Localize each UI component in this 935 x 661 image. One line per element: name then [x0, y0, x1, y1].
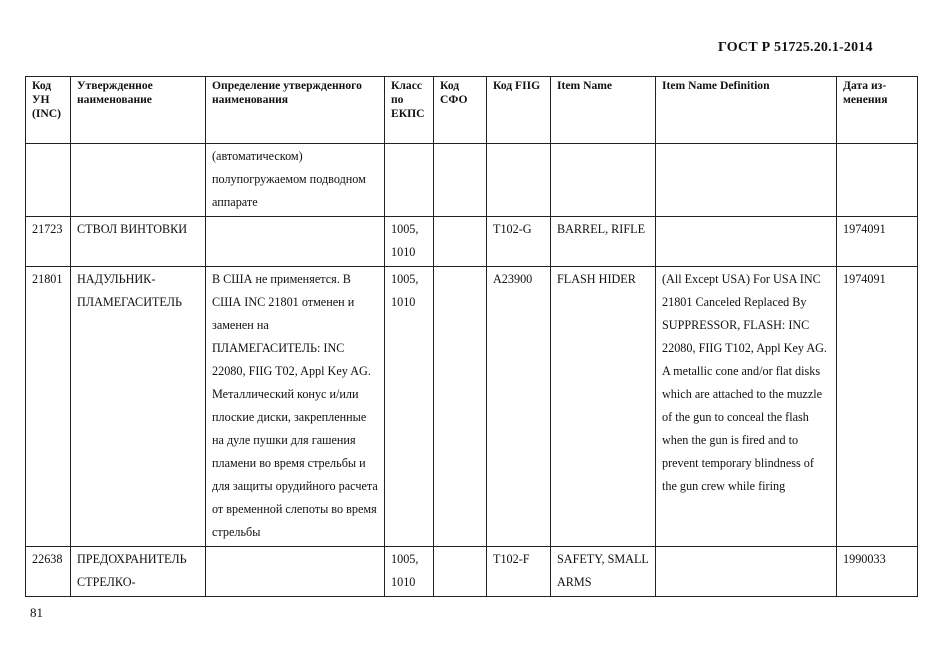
document-header: ГОСТ Р 51725.20.1-2014 [718, 40, 873, 55]
cell-fiig: T102-F [487, 547, 551, 597]
cell-class: 1005, 1010 [385, 217, 434, 267]
cell-item-definition: (All Except USA) For USA INC 21801 Canceled Replaced By SUPPRESSOR, FLASH: INC 22080, FIIG T102, Appl Key AG. A metallic cone and/or flat disks which are attached to the muzzle of the gun to conceal the flash when the gun is fired and to prevent temporary blindness of the gun crew while firing [656, 267, 837, 547]
cell-item-definition [656, 547, 837, 597]
cell-item-definition [656, 144, 837, 217]
page-number: 81 [30, 605, 43, 620]
col-header-class: Класс по ЕКПС [385, 77, 434, 144]
cell-item-definition [656, 217, 837, 267]
table-row [26, 547, 918, 597]
cell-class [385, 144, 434, 217]
cell-item-name: BARREL, RIFLE [551, 217, 656, 267]
classification-table [25, 76, 918, 597]
table-row [26, 217, 918, 267]
cell-class: 1005, 1010 [385, 267, 434, 547]
cell-fiig [487, 144, 551, 217]
cell-definition [206, 547, 385, 597]
cell-item-name: SAFETY, SMALL ARMS [551, 547, 656, 597]
col-header-item-definition: Item Name Definition [656, 77, 837, 144]
table-header-row [26, 77, 918, 144]
cell-item-name [551, 144, 656, 217]
cell-inc: 21723 [26, 217, 71, 267]
cell-date [837, 144, 918, 217]
cell-definition [206, 217, 385, 267]
col-header-fiig: Код FIIG [487, 77, 551, 144]
cell-inc: 21801 [26, 267, 71, 547]
cell-name: ПРЕДОХРАНИТЕЛЬ СТРЕЛКО- [71, 547, 206, 597]
cell-inc: 22638 [26, 547, 71, 597]
col-header-change-date: Дата из-менения [837, 77, 918, 144]
cell-name: НАДУЛЬНИК-ПЛАМЕГАСИТЕЛЬ [71, 267, 206, 547]
cell-fiig: A23900 [487, 267, 551, 547]
col-header-item-name: Item Name [551, 77, 656, 144]
col-header-sfo: Код СФО [434, 77, 487, 144]
col-header-inc: Код УН (INC) [26, 77, 71, 144]
cell-date: 1974091 [837, 217, 918, 267]
cell-date: 1974091 [837, 267, 918, 547]
cell-sfo [434, 217, 487, 267]
cell-definition: (автоматическом) полупогружаемом подводном аппарате [206, 144, 385, 217]
cell-sfo [434, 267, 487, 547]
col-header-definition: Определение утвержденного наименования [206, 77, 385, 144]
cell-item-name: FLASH HIDER [551, 267, 656, 547]
cell-inc [26, 144, 71, 217]
cell-sfo [434, 547, 487, 597]
cell-name: СТВОЛ ВИНТОВКИ [71, 217, 206, 267]
table-row [26, 267, 918, 547]
cell-sfo [434, 144, 487, 217]
cell-fiig: T102-G [487, 217, 551, 267]
cell-date: 1990033 [837, 547, 918, 597]
cell-definition: В США не применяется. В США INC 21801 отменен и заменен на ПЛАМЕГАСИТЕЛЬ: INC 22080, FIIG T02, Appl Key AG. Металлический конус и/или плоские диски, закрепленные на дуле пушки для гашения пламени во время стрельбы и для защиты орудийного расчета от временной слепоты во время стрельбы [206, 267, 385, 547]
cell-name [71, 144, 206, 217]
table-row [26, 144, 918, 217]
cell-class: 1005, 1010 [385, 547, 434, 597]
col-header-approved-name: Утвержденное наименование [71, 77, 206, 144]
